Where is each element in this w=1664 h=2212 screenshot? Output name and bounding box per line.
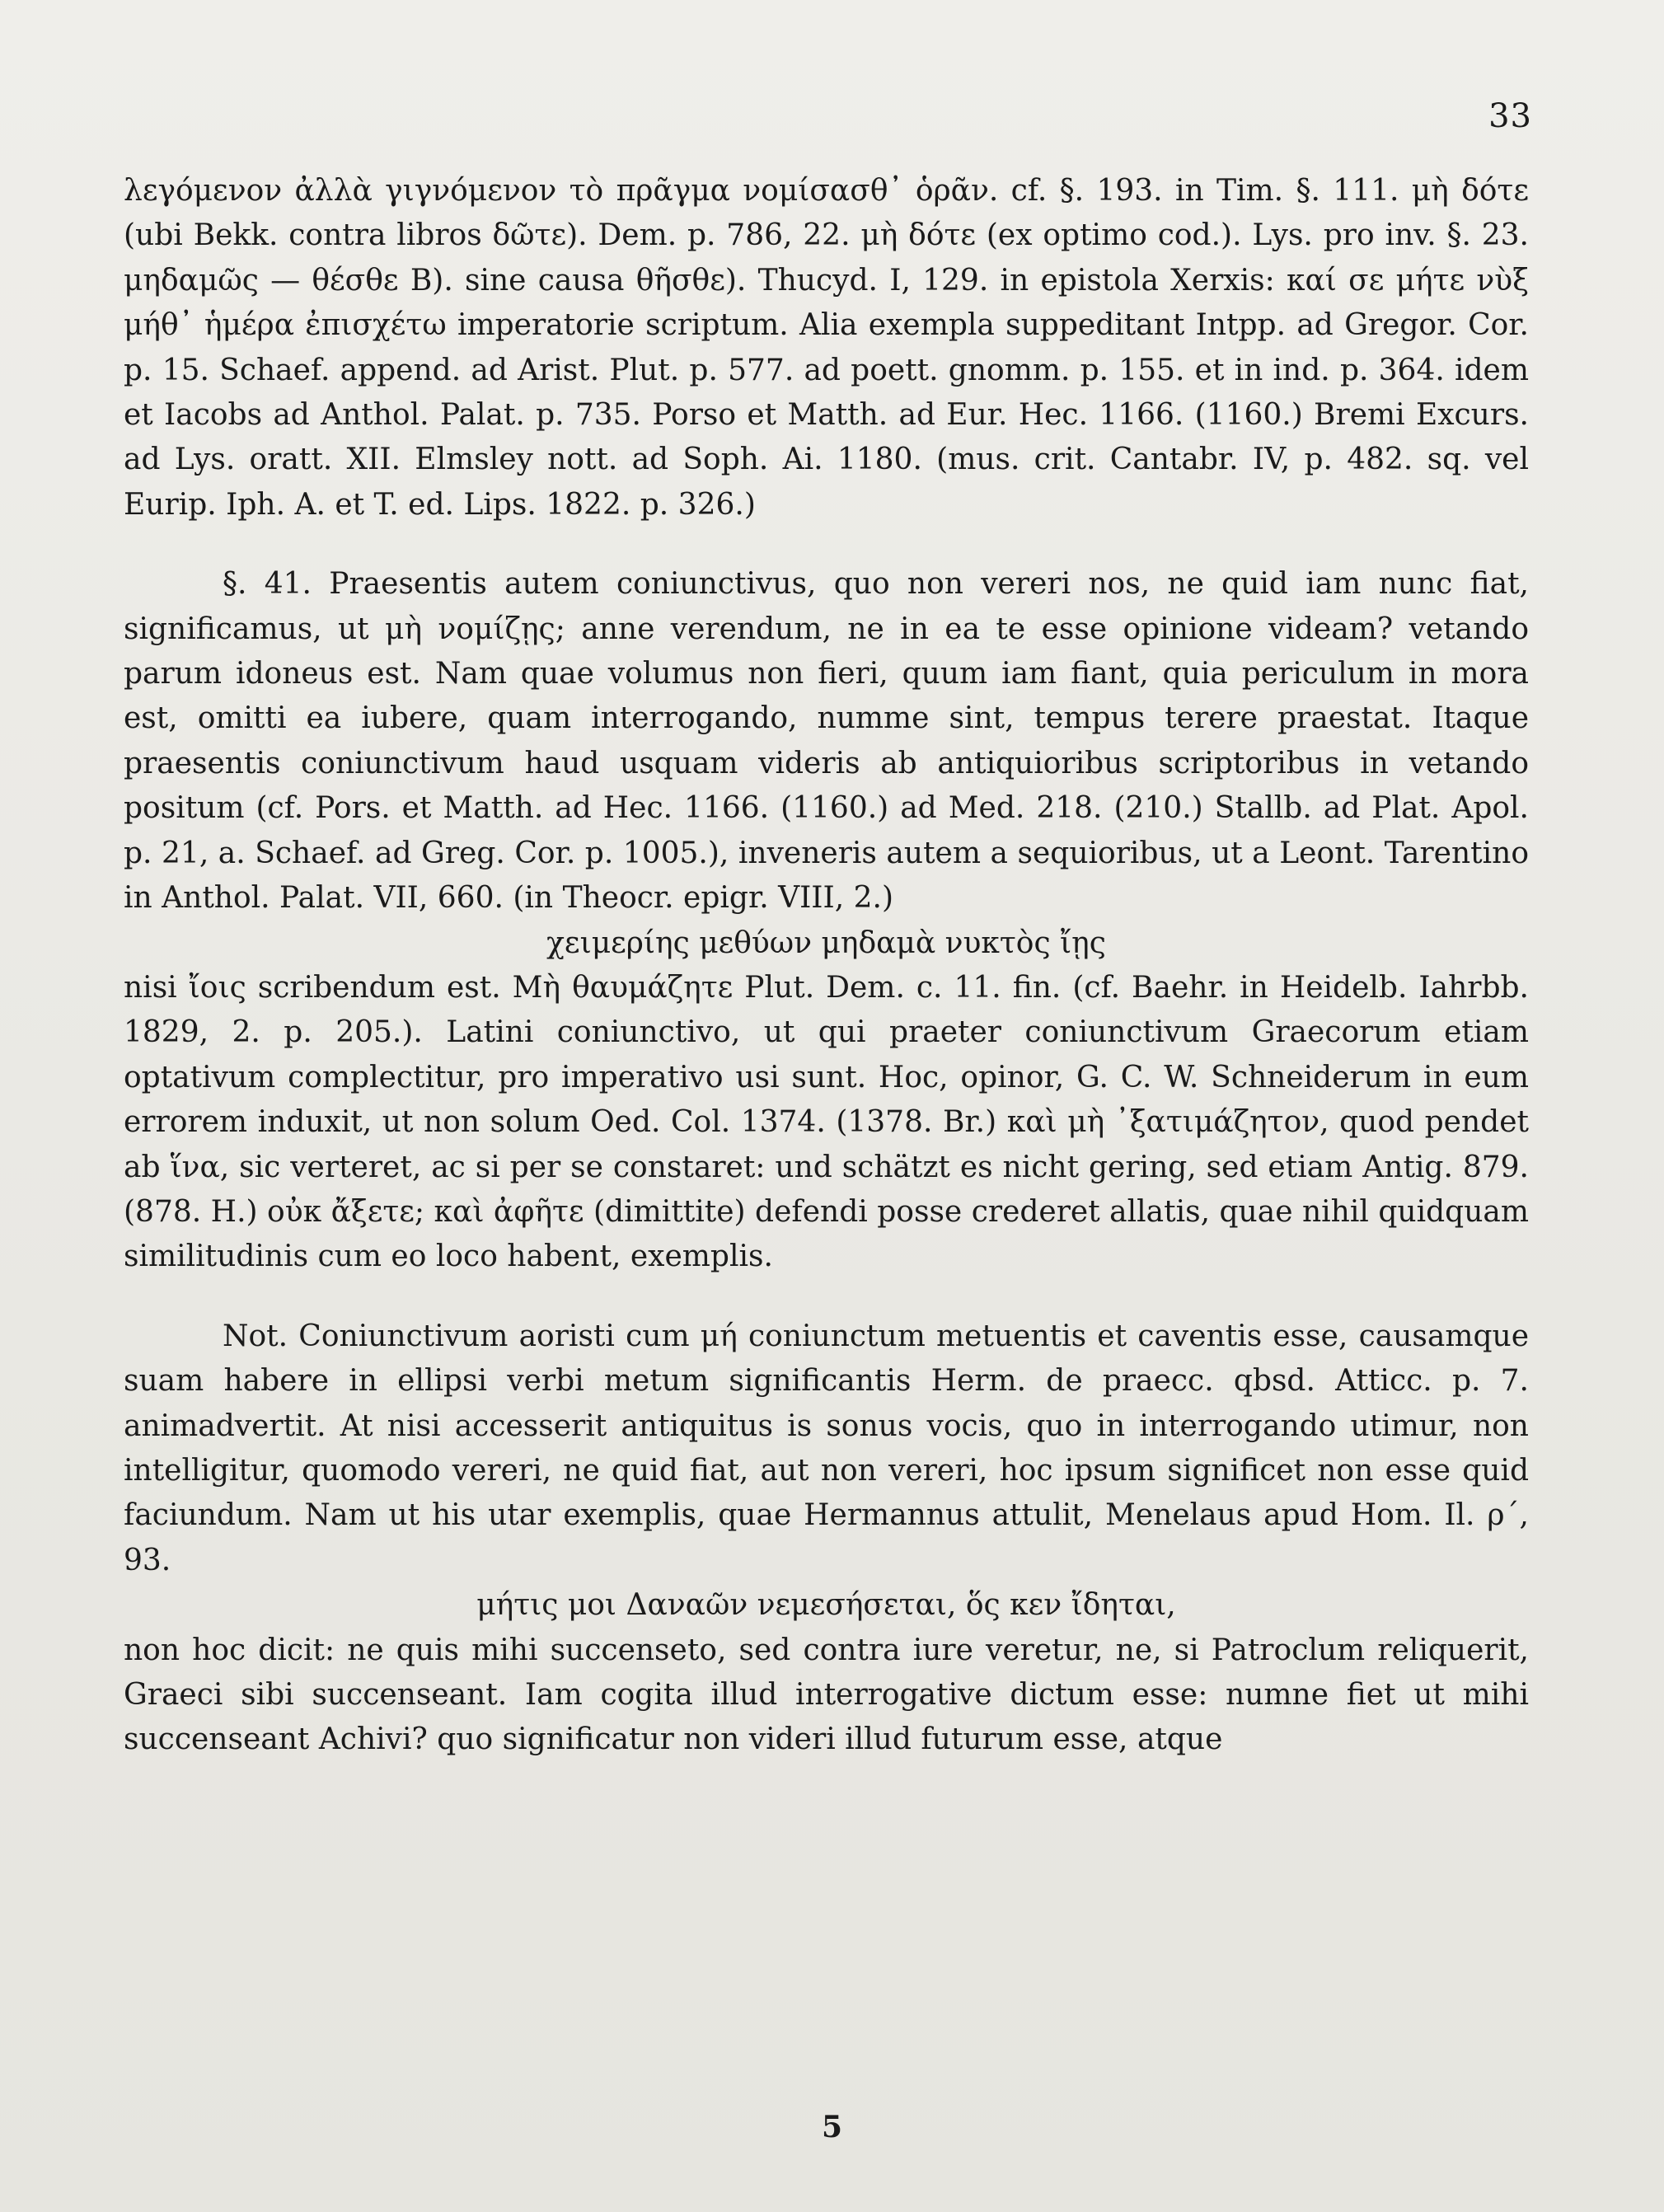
paragraph-section-41: §. 41. Praesentis autem coniunctivus, quo non vereri nos, ne quid iam nunc fiat, significamus, ut μὴ νομίζῃς; anne verendum, ne in ea te esse opinione videam? vetando parum idoneus est. Nam quae volumus non fieri, quum iam fiant, quia periculum in mora est, omitti ea iubere, quam interrogando, numme sint, tempus terere praestat. Itaque praesentis coniunctivum haud usquam videris ab antiquioribus scriptoribus in vetando positum (cf. Pors. et Matth. ad Hec. 1166. (1160.) ad Med. 218. (210.) Stallb. ad Plat. Apol. p. 21, a. Schaef. ad Greg. Cor. p. 1005.), inveneris autem a sequioribus, ut a Leont. Tarentino in Anthol. Palat. VII, 660. (in Theocr. epigr. VIII, 2.) <box>124 567 1529 916</box>
verse-quotation-1: χειμερίης μεθύων μηδαμὰ νυκτὸς ἴῃς <box>546 926 1106 960</box>
paragraph-note: Not. Coniunctivum aoristi cum μή coniunctum metuentis et caventis esse, causamque suam habere in ellipsi verbi metum significantis Herm. de praecc. qbsd. Atticc. p. 7. animadvertit. At nisi accesserit antiquitus is sonus vocis, quo in interrogando utimur, non intelligitur, quomodo vereri, ne quid fiat, aut non vereri, hoc ipsum significet non esse quid faciundum. Nam ut his utar exemplis, quae Hermannus attulit, Menelaus apud Hom. Il. ρ΄, 93. <box>124 1319 1529 1577</box>
paragraph-continuation: λεγόμενον ἀλλὰ γιγνόμενον τὸ πρᾶγμα νομίσασθ᾽ ὁρᾶν. cf. §. 193. in Tim. §. 111. μὴ δότε (ubi Bekk. contra libros δῶτε). Dem. p. 786, 22. μὴ δότε (ex optimo cod.). Lys. pro inv. §. 23. μηδαμῶς — θέσθε B). sine causa θῆσθε). Thucyd. I, 129. in epistola Xerxis: καί σε μήτε νὺξ μήθ᾽ ἡμέρα ἐπισχέτω imperatorie scriptum. Alia exempla suppeditant Intpp. ad Gregor. Cor. p. 15. Schaef. append. ad Arist. Plut. p. 577. ad poett. gnomm. p. 155. et in ind. p. 364. idem et Iacobs ad Anthol. Palat. p. 735. Porso et Matth. ad Eur. Hec. 1166. (1160.) Bremi Excurs. ad Lys. oratt. XII. Elmsley nott. ad Soph. Ai. 1180. (mus. crit. Cantabr. IV, p. 482. sq. vel Eurip. Iph. A. et T. ed. Lips. 1822. p. 326.) <box>124 174 1529 522</box>
body-text <box>124 169 1529 1763</box>
paragraph-nisi: nisi ἴοις scribendum est. Μὴ θαυμάζητε Plut. Dem. c. 11. fin. (cf. Baehr. in Heidelb. Iahrbb. 1829, 2. p. 205.). Latini coniunctivo, ut qui praeter coniunctivum Graecorum etiam optativum complectitur, pro imperativo usi sunt. Hoc, opinor, G. C. W. Schneiderum in eum errorem induxit, ut non solum Oed. Col. 1374. (1378. Br.) καὶ μὴ ᾽ξατιμάζητον, quod pendet ab ἵνα, sic verteret, ac si per se constaret: und schätzt es nicht gering, sed etiam Antig. 879. (878. H.) οὐκ ἄξετε; καὶ ἀφῆτε (dimittite) defendi posse crederet allatis, quae nihil quidquam similitudinis cum eo loco habent, exemplis. <box>124 970 1529 1274</box>
paragraph-final: non hoc dicit: ne quis mihi succenseto, sed contra iure veretur, ne, si Patroclum reliquerit, Graeci sibi succenseant. Iam cogita illud interrogative dictum esse: numne fiet ut mihi succenseant Achivi? quo significatur non videri illud futurum esse, atque <box>124 1633 1529 1757</box>
verse-quotation-2: μήτις μοι Δαναῶν νεμεσήσεται, ὅς κεν ἴδηται, <box>476 1588 1176 1623</box>
page-number: 33 <box>1488 97 1532 135</box>
signature-mark: 5 <box>821 2110 843 2144</box>
